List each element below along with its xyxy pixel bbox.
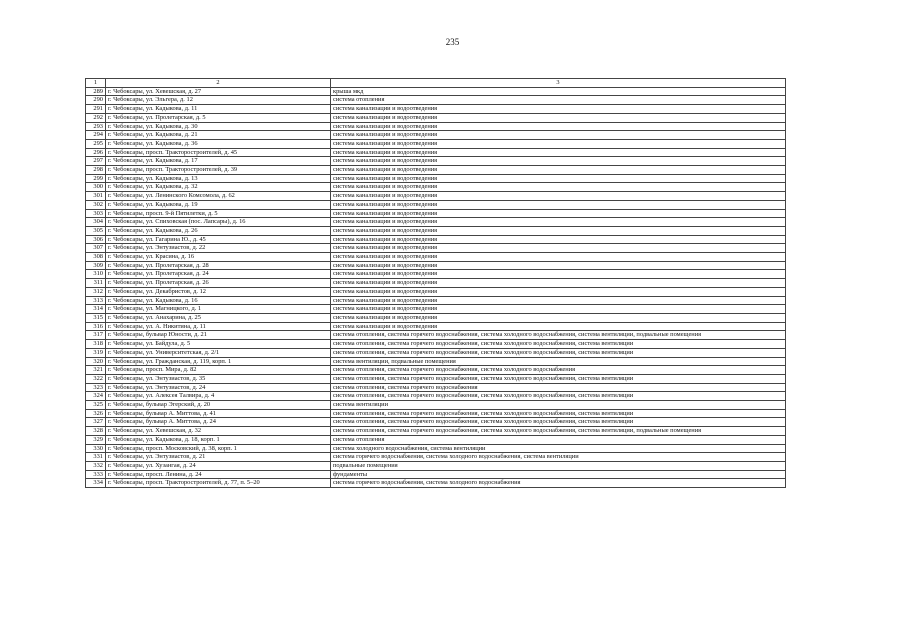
table-row <box>86 374 786 383</box>
table-row <box>86 366 786 375</box>
row-number: 307 <box>86 244 106 253</box>
table-row <box>86 383 786 392</box>
row-number: 299 <box>86 174 106 183</box>
table-row <box>86 313 786 322</box>
row-number: 312 <box>86 287 106 296</box>
row-address: г. Чебоксары, ул. Энтузиастов, д. 21 <box>106 453 331 462</box>
table-row <box>86 226 786 235</box>
row-address: г. Чебоксары, ул. Алексея Талвира, д. 4 <box>106 392 331 401</box>
row-address: г. Чебоксары, ул. Кадыкова, д. 18, корп. 1 <box>106 435 331 444</box>
table-row <box>86 418 786 427</box>
table-row <box>86 331 786 340</box>
table-row <box>86 96 786 105</box>
header-cell-systems: 3 <box>331 79 786 88</box>
table-row <box>86 166 786 175</box>
table-row <box>86 200 786 209</box>
row-systems: система канализации и водоотведения <box>331 218 786 227</box>
row-number: 311 <box>86 279 106 288</box>
row-address: г. Чебоксары, ул. Энтузиастов, д. 24 <box>106 383 331 392</box>
row-address: г. Чебоксары, ул. Анахарина, д. 25 <box>106 313 331 322</box>
table-row <box>86 157 786 166</box>
table-row <box>86 392 786 401</box>
row-address: г. Чебоксары, ул. Байдула, д. 5 <box>106 340 331 349</box>
row-systems: система канализации и водоотведения <box>331 279 786 288</box>
row-number: 295 <box>86 139 106 148</box>
row-systems: система канализации и водоотведения <box>331 122 786 131</box>
row-number: 327 <box>86 418 106 427</box>
row-number: 332 <box>86 461 106 470</box>
row-systems: система канализации и водоотведения <box>331 200 786 209</box>
header-cell-address: 2 <box>106 79 331 88</box>
row-number: 314 <box>86 305 106 314</box>
row-address: г. Чебоксары, просп. Тракторостроителей, д. 77, п. 5–20 <box>106 479 331 488</box>
row-number: 292 <box>86 113 106 122</box>
row-number: 294 <box>86 131 106 140</box>
row-number: 319 <box>86 348 106 357</box>
row-address: г. Чебоксары, ул. Пролетарская, д. 26 <box>106 279 331 288</box>
row-systems: система канализации и водоотведения <box>331 226 786 235</box>
row-systems: система отопления, система горячего водоснабжения, система холодного водоснабжения, система вентиляции <box>331 374 786 383</box>
row-address: г. Чебоксары, бульвар Юности, д. 21 <box>106 331 331 340</box>
row-systems: система вентиляции <box>331 401 786 410</box>
table-row <box>86 113 786 122</box>
row-address: г. Чебоксары, ул. Кадыкова, д. 30 <box>106 122 331 131</box>
row-systems: система канализации и водоотведения <box>331 192 786 201</box>
row-address: г. Чебоксары, бульвар Эгерский, д. 20 <box>106 401 331 410</box>
row-systems: фундаменты <box>331 470 786 479</box>
row-address: г. Чебоксары, просп. Мира, д. 82 <box>106 366 331 375</box>
row-number: 302 <box>86 200 106 209</box>
row-address: г. Чебоксары, бульвар А. Миттова, д. 24 <box>106 418 331 427</box>
row-number: 289 <box>86 87 106 96</box>
row-address: г. Чебоксары, ул. Кадыкова, д. 26 <box>106 226 331 235</box>
table-row <box>86 340 786 349</box>
row-systems: система отопления <box>331 435 786 444</box>
row-number: 309 <box>86 261 106 270</box>
row-number: 313 <box>86 296 106 305</box>
table-row <box>86 183 786 192</box>
row-address: г. Чебоксары, ул. Хевешская, д. 27 <box>106 87 331 96</box>
table-row <box>86 244 786 253</box>
row-number: 300 <box>86 183 106 192</box>
row-number: 308 <box>86 253 106 262</box>
row-systems: система канализации и водоотведения <box>331 209 786 218</box>
row-number: 328 <box>86 427 106 436</box>
row-address: г. Чебоксары, ул. Хузангая, д. 24 <box>106 461 331 470</box>
row-number: 318 <box>86 340 106 349</box>
row-number: 290 <box>86 96 106 105</box>
row-systems: система канализации и водоотведения <box>331 313 786 322</box>
page-number: 235 <box>445 37 460 47</box>
table-row <box>86 427 786 436</box>
row-address: г. Чебоксары, просп. Тракторостроителей, д. 39 <box>106 166 331 175</box>
row-systems: система канализации и водоотведения <box>331 166 786 175</box>
row-systems: система канализации и водоотведения <box>331 305 786 314</box>
row-number: 321 <box>86 366 106 375</box>
row-systems: система канализации и водоотведения <box>331 148 786 157</box>
table-row <box>86 287 786 296</box>
table-row <box>86 348 786 357</box>
header-cell-number: 1 <box>86 79 106 88</box>
row-number: 297 <box>86 157 106 166</box>
row-number: 304 <box>86 218 106 227</box>
row-systems: система вентиляции, подвальные помещения <box>331 357 786 366</box>
row-address: г. Чебоксары, ул. Ленинского Комсомола, д. 62 <box>106 192 331 201</box>
row-systems: система отопления, система горячего водоснабжения, система холодного водоснабжения, система вентиляции <box>331 392 786 401</box>
row-address: г. Чебоксары, ул. Эльгера, д. 12 <box>106 96 331 105</box>
row-address: г. Чебоксары, ул. Энтузиастов, д. 35 <box>106 374 331 383</box>
table-row <box>86 322 786 331</box>
row-systems: система канализации и водоотведения <box>331 287 786 296</box>
table-row <box>86 409 786 418</box>
row-systems: система канализации и водоотведения <box>331 270 786 279</box>
row-systems: система отопления, система горячего водоснабжения, система холодного водоснабжения, система вентиляции <box>331 340 786 349</box>
table-row <box>86 131 786 140</box>
row-number: 306 <box>86 235 106 244</box>
table-row <box>86 209 786 218</box>
row-systems: подвальные помещения <box>331 461 786 470</box>
row-systems: система канализации и водоотведения <box>331 131 786 140</box>
row-number: 315 <box>86 313 106 322</box>
row-number: 329 <box>86 435 106 444</box>
row-address: г. Чебоксары, ул. Декабристов, д. 12 <box>106 287 331 296</box>
row-number: 330 <box>86 444 106 453</box>
row-systems: система канализации и водоотведения <box>331 296 786 305</box>
row-systems: система отопления <box>331 96 786 105</box>
table-row <box>86 401 786 410</box>
table-row <box>86 470 786 479</box>
table-row <box>86 453 786 462</box>
row-systems: система канализации и водоотведения <box>331 235 786 244</box>
row-address: г. Чебоксары, ул. Университетская, д. 2/1 <box>106 348 331 357</box>
table-row <box>86 87 786 96</box>
table-row <box>86 279 786 288</box>
table-row <box>86 461 786 470</box>
row-systems: система канализации и водоотведения <box>331 244 786 253</box>
table-row <box>86 139 786 148</box>
row-number: 331 <box>86 453 106 462</box>
row-address: г. Чебоксары, просп. Московский, д. 38, корп. 1 <box>106 444 331 453</box>
row-systems: система канализации и водоотведения <box>331 183 786 192</box>
row-number: 334 <box>86 479 106 488</box>
table-row <box>86 444 786 453</box>
row-address: г. Чебоксары, ул. Кадыкова, д. 19 <box>106 200 331 209</box>
row-address: г. Чебоксары, ул. А. Никитина, д. 11 <box>106 322 331 331</box>
row-number: 317 <box>86 331 106 340</box>
table-header-row <box>86 79 786 88</box>
row-address: г. Чебоксары, ул. Кадыкова, д. 32 <box>106 183 331 192</box>
table-row <box>86 235 786 244</box>
row-number: 291 <box>86 105 106 114</box>
table-row <box>86 253 786 262</box>
address-table <box>85 78 786 488</box>
row-address: г. Чебоксары, просп. Тракторостроителей, д. 45 <box>106 148 331 157</box>
row-address: г. Чебоксары, ул. Пролетарская, д. 5 <box>106 113 331 122</box>
table-row <box>86 122 786 131</box>
row-address: г. Чебоксары, ул. Гагарина Ю., д. 45 <box>106 235 331 244</box>
row-systems: система горячего водоснабжения, система холодного водоснабжения <box>331 479 786 488</box>
row-number: 324 <box>86 392 106 401</box>
row-address: г. Чебоксары, ул. Хевешская, д. 32 <box>106 427 331 436</box>
row-systems: система отопления, система горячего водоснабжения, система холодного водоснабжения, система вентиляции, подвальные помещения <box>331 427 786 436</box>
row-systems: система канализации и водоотведения <box>331 261 786 270</box>
row-address: г. Чебоксары, ул. Гражданская, д. 119, корп. 1 <box>106 357 331 366</box>
row-address: г. Чебоксары, ул. Кадыкова, д. 11 <box>106 105 331 114</box>
row-number: 301 <box>86 192 106 201</box>
row-systems: система отопления, система горячего водоснабжения, система холодного водоснабжения, система вентиляции <box>331 418 786 427</box>
table-row <box>86 479 786 488</box>
table-row <box>86 261 786 270</box>
row-systems: система отопления, система горячего водоснабжения <box>331 383 786 392</box>
row-address: г. Чебоксары, ул. Кадыкова, д. 21 <box>106 131 331 140</box>
row-number: 305 <box>86 226 106 235</box>
row-systems: система канализации и водоотведения <box>331 105 786 114</box>
row-number: 310 <box>86 270 106 279</box>
table-row <box>86 218 786 227</box>
row-number: 325 <box>86 401 106 410</box>
table-row <box>86 357 786 366</box>
row-systems: система канализации и водоотведения <box>331 322 786 331</box>
table-row <box>86 296 786 305</box>
row-address: г. Чебоксары, ул. Кадыкова, д. 13 <box>106 174 331 183</box>
row-address: г. Чебоксары, просп. 9-й Пятилетки, д. 5 <box>106 209 331 218</box>
row-systems: система отопления, система горячего водоснабжения, система холодного водоснабжения, система вентиляции <box>331 348 786 357</box>
row-systems: система канализации и водоотведения <box>331 157 786 166</box>
row-number: 303 <box>86 209 106 218</box>
row-systems: система отопления, система горячего водоснабжения, система холодного водоснабжения <box>331 366 786 375</box>
table-row <box>86 305 786 314</box>
table-row <box>86 148 786 157</box>
table-row <box>86 192 786 201</box>
table-row <box>86 105 786 114</box>
row-number: 298 <box>86 166 106 175</box>
row-address: г. Чебоксары, ул. Магницкого, д. 1 <box>106 305 331 314</box>
table-row <box>86 435 786 444</box>
row-number: 333 <box>86 470 106 479</box>
row-address: г. Чебоксары, ул. Энтузиастов, д. 22 <box>106 244 331 253</box>
row-systems: система канализации и водоотведения <box>331 174 786 183</box>
table-row <box>86 174 786 183</box>
row-address: г. Чебоксары, ул. Кадыкова, д. 36 <box>106 139 331 148</box>
row-systems: система канализации и водоотведения <box>331 253 786 262</box>
row-number: 316 <box>86 322 106 331</box>
row-systems: система отопления, система горячего водоснабжения, система холодного водоснабжения, система вентиляции <box>331 409 786 418</box>
row-address: г. Чебоксары, просп. Ленина, д. 24 <box>106 470 331 479</box>
table-row <box>86 270 786 279</box>
row-number: 326 <box>86 409 106 418</box>
row-number: 322 <box>86 374 106 383</box>
row-address: г. Чебоксары, ул. Пролетарская, д. 28 <box>106 261 331 270</box>
row-systems: система канализации и водоотведения <box>331 113 786 122</box>
row-systems: система холодного водоснабжения, система вентиляции <box>331 444 786 453</box>
row-systems: система отопления, система горячего водоснабжения, система холодного водоснабжения, система вентиляции, подвальные помещения <box>331 331 786 340</box>
row-systems: система канализации и водоотведения <box>331 139 786 148</box>
row-systems: крыша мкд <box>331 87 786 96</box>
row-number: 296 <box>86 148 106 157</box>
row-number: 320 <box>86 357 106 366</box>
row-systems: система горячего водоснабжения, система холодного водоснабжения, система вентиляции <box>331 453 786 462</box>
row-number: 323 <box>86 383 106 392</box>
row-address: г. Чебоксары, бульвар А. Миттова, д. 41 <box>106 409 331 418</box>
row-address: г. Чебоксары, ул. Спиховская (пос. Лапсары), д. 16 <box>106 218 331 227</box>
row-address: г. Чебоксары, ул. Красина, д. 16 <box>106 253 331 262</box>
row-address: г. Чебоксары, ул. Пролетарская, д. 24 <box>106 270 331 279</box>
row-address: г. Чебоксары, ул. Кадыкова, д. 16 <box>106 296 331 305</box>
row-number: 293 <box>86 122 106 131</box>
row-address: г. Чебоксары, ул. Кадыкова, д. 17 <box>106 157 331 166</box>
